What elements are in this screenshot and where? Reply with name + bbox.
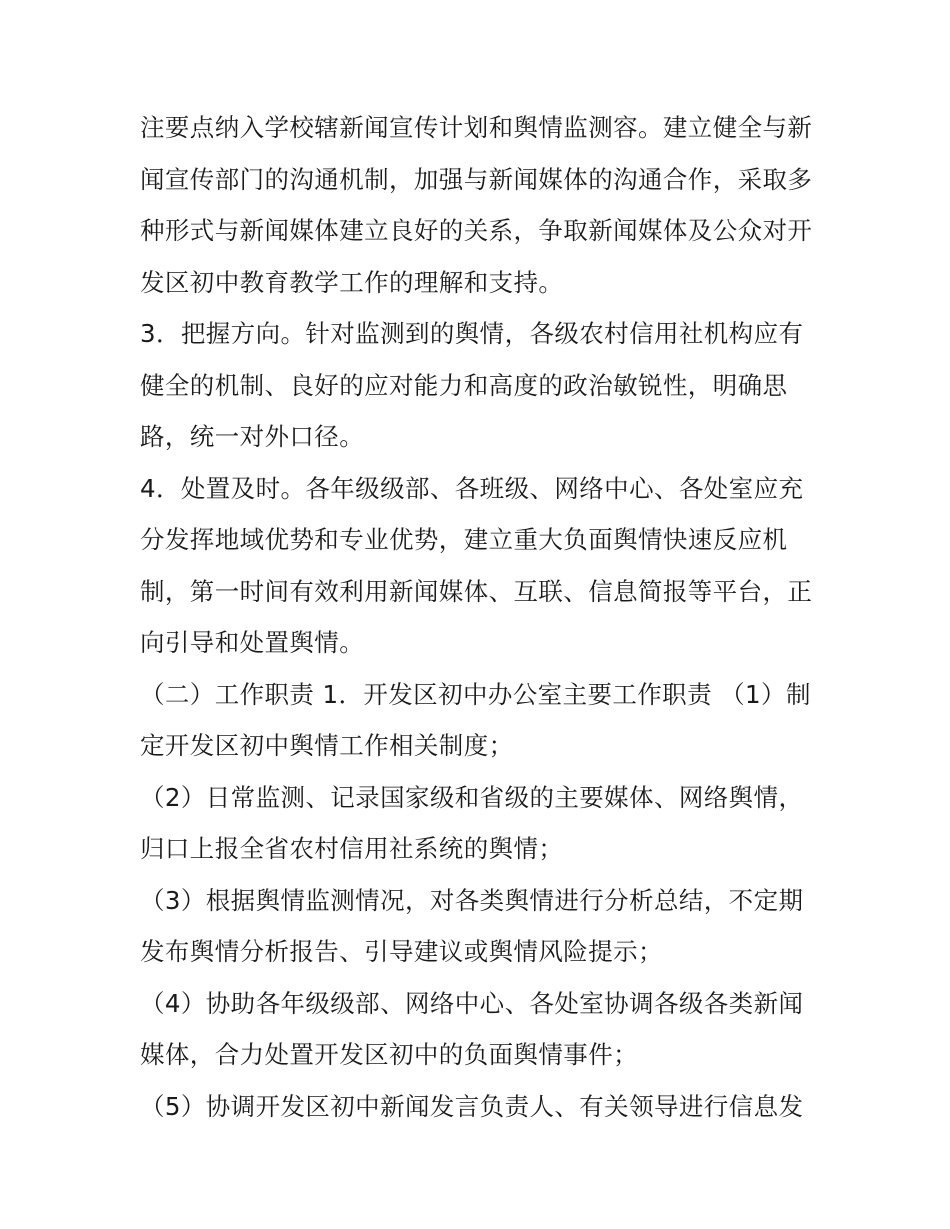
text-line: 分发挥地域优势和专业优势，建立重大负面舆情快速反应机 <box>140 525 788 554</box>
text-line: 健全的机制、良好的应对能力和高度的政治敏锐性，明确思 <box>140 371 788 400</box>
text-line: （二）工作职责 1．开发区初中办公室主要工作职责 （1）制 <box>140 680 811 709</box>
text-line: （3）根据舆情监测情况，对各类舆情进行分析总结，不定期 <box>140 886 804 915</box>
text-line: 定开发区初中舆情工作相关制度； <box>140 731 514 760</box>
text-line: 4．处置及时。各年级级部、各班级、网络中心、各处室应充 <box>140 474 804 503</box>
text-line: 闻宣传部门的沟通机制，加强与新闻媒体的沟通合作，采取多 <box>140 165 813 194</box>
text-line: 3．把握方向。针对监测到的舆情，各级农村信用社机构应有 <box>140 319 804 348</box>
text-line: 种形式与新闻媒体建立良好的关系，争取新闻媒体及公众对开 <box>140 216 813 245</box>
text-line: 发区初中教育教学工作的理解和支持。 <box>140 268 564 297</box>
text-line: 路，统一对外口径。 <box>140 422 365 451</box>
text-line: （2）日常监测、记录国家级和省级的主要媒体、网络舆情， <box>140 783 804 812</box>
text-line: （5）协调开发区初中新闻发言负责人、有关领导进行信息发 <box>140 1092 804 1121</box>
text-line: （4）协助各年级级部、网络中心、各处室协调各级各类新闻 <box>140 989 804 1018</box>
text-line: 归口上报全省农村信用社系统的舆情； <box>140 834 564 863</box>
text-line: 媒体，合力处置开发区初中的负面舆情事件； <box>140 1040 638 1069</box>
text-line: 制，第一时间有效利用新闻媒体、互联、信息简报等平台，正 <box>140 577 813 606</box>
text-line: 向引导和处置舆情。 <box>140 628 365 657</box>
text-line: 注要点纳入学校辖新闻宣传计划和舆情监测容。建立健全与新 <box>140 113 813 142</box>
text-line: 发布舆情分析报告、引导建议或舆情风险提示； <box>140 937 663 966</box>
